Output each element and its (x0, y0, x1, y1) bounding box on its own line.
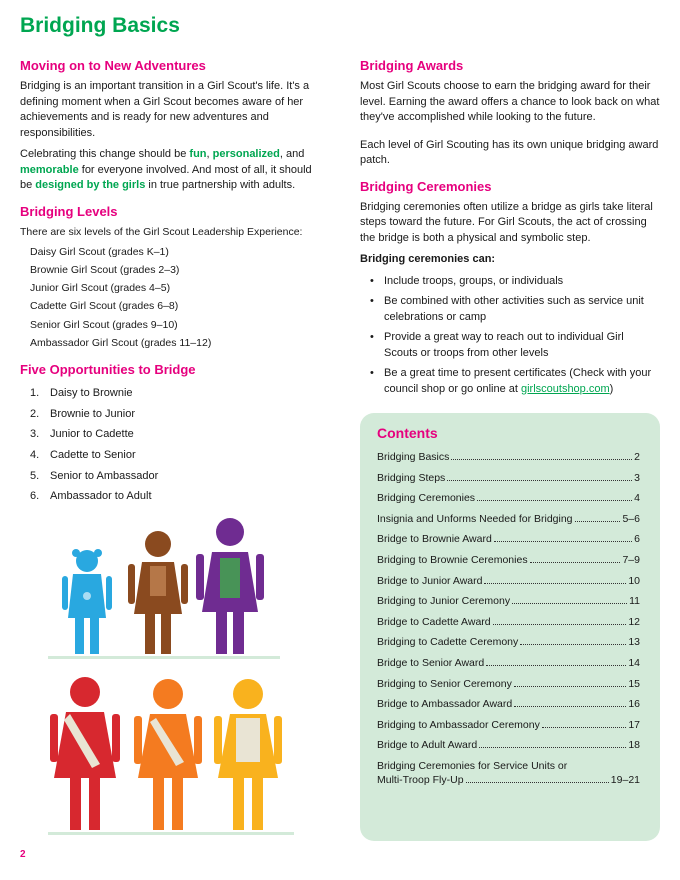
level-item: Cadette Girl Scout (grades 6–8) (30, 300, 179, 313)
ceremonies-heading: Bridging Ceremonies (360, 178, 492, 194)
toc-item[interactable]: Bridging to Brownie Ceremonies 7–9 (377, 553, 640, 566)
emph-memorable: memorable (20, 163, 79, 176)
toc-item[interactable]: Bridge to Senior Award 14 (377, 656, 640, 669)
toc-item[interactable]: Bridging Steps 3 (377, 471, 640, 484)
level-item: Senior Girl Scout (grades 9–10) (30, 318, 178, 331)
levels-intro: There are six levels of the Girl Scout Leadership Experience: (20, 225, 303, 238)
ceremonies-para-1: Bridging ceremonies often utilize a bridge as girls take literal steps toward the future. For Girl Scouts, the act of crossing the bridge is both a physical and symbolic step. (360, 200, 653, 244)
ambassador-figure (214, 679, 282, 830)
toc-item[interactable]: Bridging Basics 2 (377, 451, 640, 463)
right-column (360, 58, 660, 402)
toc-item[interactable]: Bridging to Ambassador Ceremony 17 (377, 718, 640, 731)
junior-figure (196, 518, 264, 654)
left-column (20, 58, 325, 507)
emph-fun: fun (189, 148, 207, 160)
opportunity-item: 2. Brownie to Junior (30, 407, 135, 420)
toc-item[interactable]: Insignia and Unforms Needed for Bridging 5–6 (377, 512, 640, 525)
toc-item[interactable]: Bridging Ceremonies for Service Units or Multi-Troop Fly-Up 19–21 (377, 759, 640, 786)
contents-list (377, 450, 640, 794)
toc-item[interactable]: Bridging to Junior Ceremony 11 (377, 595, 640, 608)
toc-item[interactable]: Bridging to Cadette Ceremony 13 (377, 636, 640, 649)
ceremonies-bullets (360, 274, 660, 398)
opportunity-item: 5. Senior to Ambassador (30, 469, 159, 482)
toc-item[interactable]: Bridge to Ambassador Award 16 (377, 698, 640, 711)
opportunity-item: 3. Junior to Cadette (30, 428, 134, 441)
level-item: Brownie Girl Scout (grades 2–3) (30, 263, 180, 276)
bullet-item: • Be combined with other activities such as service unit celebrations or camp (370, 294, 660, 325)
awards-heading: Bridging Awards (360, 58, 464, 73)
opportunities-list (20, 383, 325, 507)
moving-para-1: Bridging is an important transition in a Girl Scout's life. It's a defining moment when a Girl Scout becomes aware of her achievements and is ready for new adventures and responsibilities. (20, 80, 310, 139)
girlscoutshop-link[interactable]: girlscoutshop.com (520, 382, 610, 395)
moving-heading: Moving on to New Adventures (20, 58, 206, 73)
contents-panel (360, 413, 660, 841)
page-number: 2 (20, 849, 26, 860)
toc-item[interactable]: Bridge to Cadette Award 12 (377, 615, 640, 628)
contents-heading: Contents (377, 425, 438, 441)
opportunity-item: 4. Cadette to Senior (30, 449, 136, 462)
moving-para-2: Celebrating this change should be fun, personalized, and memorable for everyone involved. And most of all, it should be designed by the girls in true partnership with adults. (20, 148, 312, 191)
bullet-item: • Be a great time to present certificates (Check with your council shop or go online at girlscoutshop.com) (370, 366, 660, 397)
awards-para-2: Each level of Girl Scouting has its own unique bridging award patch. (360, 138, 659, 166)
emph-designed: designed by the girls (35, 179, 146, 191)
opportunity-item: 1. Daisy to Brownie (30, 387, 133, 400)
cadette-figure (50, 677, 120, 830)
level-item: Junior Girl Scout (grades 4–5) (30, 282, 171, 295)
daisy-figure (62, 549, 112, 654)
opportunities-heading: Five Opportunities to Bridge (20, 362, 196, 378)
opportunity-item: 6. Ambassador to Adult (30, 490, 152, 503)
bullet-item: • Provide a great way to reach out to individual Girl Scouts or troops from other levels (370, 330, 660, 361)
toc-item[interactable]: Bridging to Senior Ceremony 15 (377, 677, 640, 690)
bullet-item: • Include troops, groups, or individuals (370, 274, 660, 290)
toc-item[interactable]: Bridge to Brownie Award 6 (377, 533, 640, 546)
levels-heading: Bridging Levels (20, 203, 118, 219)
levels-list (20, 243, 325, 353)
toc-item[interactable]: Bridge to Adult Award 18 (377, 739, 640, 752)
level-item: Daisy Girl Scout (grades K–1) (30, 245, 169, 258)
ceremonies-can-label: Bridging ceremonies can: (360, 253, 496, 265)
emph-personalized: personalized (212, 148, 280, 160)
level-item: Ambassador Girl Scout (grades 11–12) (30, 336, 212, 349)
toc-item[interactable]: Bridging Ceremonies 4 (377, 492, 640, 505)
page-title: Bridging Basics (20, 14, 180, 37)
senior-figure (134, 679, 202, 830)
girl-scouts-illustration (40, 506, 310, 842)
brownie-figure (128, 531, 188, 654)
toc-item[interactable]: Bridge to Junior Award 10 (377, 574, 640, 587)
awards-para-1: Most Girl Scouts choose to earn the bridging award for their level. Earning the award offers a chance to look back on what they've accomplished while looking to the future. (360, 80, 660, 123)
